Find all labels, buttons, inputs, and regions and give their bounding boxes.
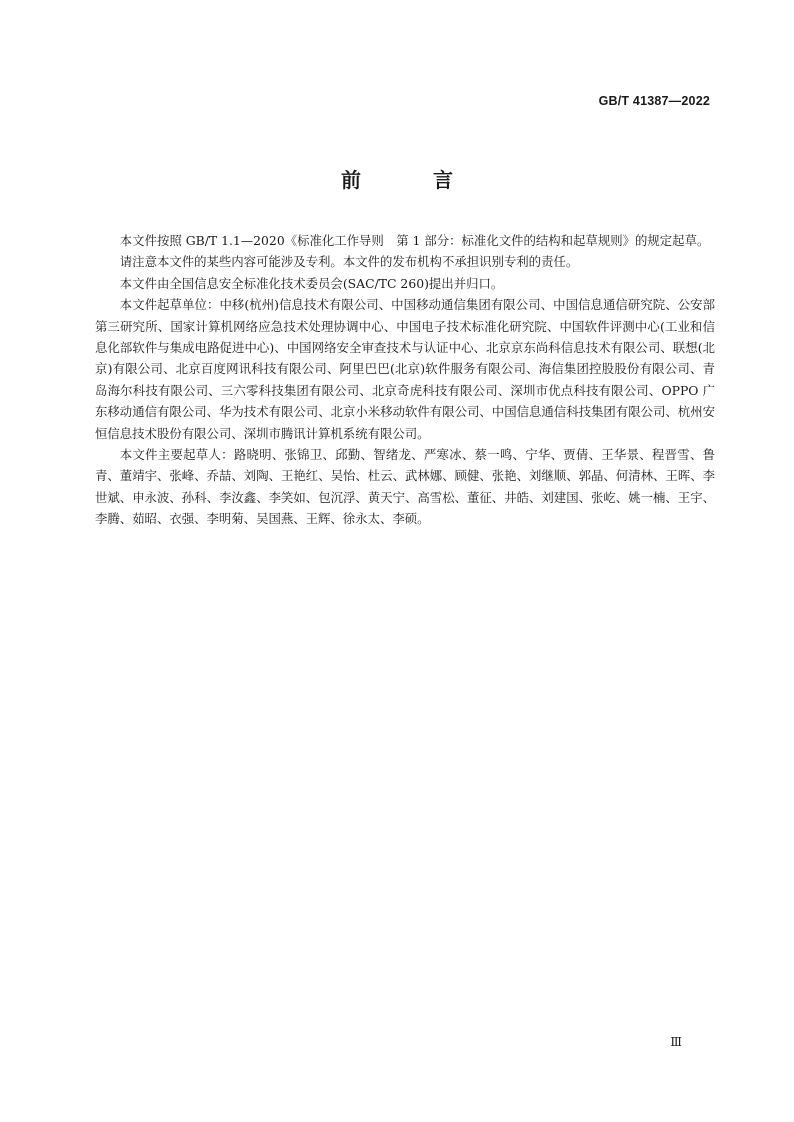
paragraph-drafting-units: 本文件起草单位：中移(杭州)信息技术有限公司、中国移动通信集团有限公司、中国信息通信研究院、公安部第三研究所、国家计算机网络应急技术处理协调中心、中国电子技术标准化研究院、中国软件评测中心(工业和信息化部软件与集成电路促进中心)、中国网络安全审查技术与认证中心、北京京东尚科信息技术有限公司、联想(北京)有限公司、北京百度网讯科技有限公司、阿里巴巴(北京)软件服务有限公司、海信集团控股股份有限公司、青岛海尔科技有限公司、三六零科技集团有限公司、北京奇虎科技有限公司、深圳市优点科技有限公司、OPPO 广东移动通信有限公司、华为技术有限公司、北京小米移动软件有限公司、中国信息通信科技集团有限公司、杭州安恒信息技术股份有限公司、深圳市腾讯计算机系统有限公司。 [95, 297, 715, 441]
foreword-body [95, 230, 715, 530]
paragraph-patent-notice: 请注意本文件的某些内容可能涉及专利。本文件的发布机构不承担识别专利的责任。 [119, 254, 579, 270]
page-number: Ⅲ [670, 1035, 682, 1049]
page-title: 前 言 [341, 168, 479, 192]
standard-code: GB/T 41387—2022 [598, 94, 710, 108]
paragraph-proposer: 本文件由全国信息安全标准化技术委员会(SAC/TC 260)提出并归口。 [119, 275, 504, 291]
paragraph-drafters: 本文件主要起草人：路晓明、张锦卫、邱勤、智绪龙、严寒冰、蔡一鸣、宁华、贾倩、王华景、程晋雪、鲁青、董靖宇、张峰、乔喆、刘陶、王艳红、吴怡、杜云、武林娜、顾健、张艳、刘继顺、郭晶、何清林、王晖、李世斌、申永波、孙科、李汝鑫、李笑如、包沉浮、黄天宁、高雪松、董征、井皓、刘建国、张屹、姚一楠、王宇、李腾、茹昭、衣强、李明菊、吴国燕、王辉、徐永太、李硕。 [95, 447, 715, 527]
paragraph-drafting-rules: 本文件按照 GB/T 1.1—2020《标准化工作导则 第 1 部分：标准化文件的结构和起草规则》的规定起草。 [119, 233, 710, 248]
